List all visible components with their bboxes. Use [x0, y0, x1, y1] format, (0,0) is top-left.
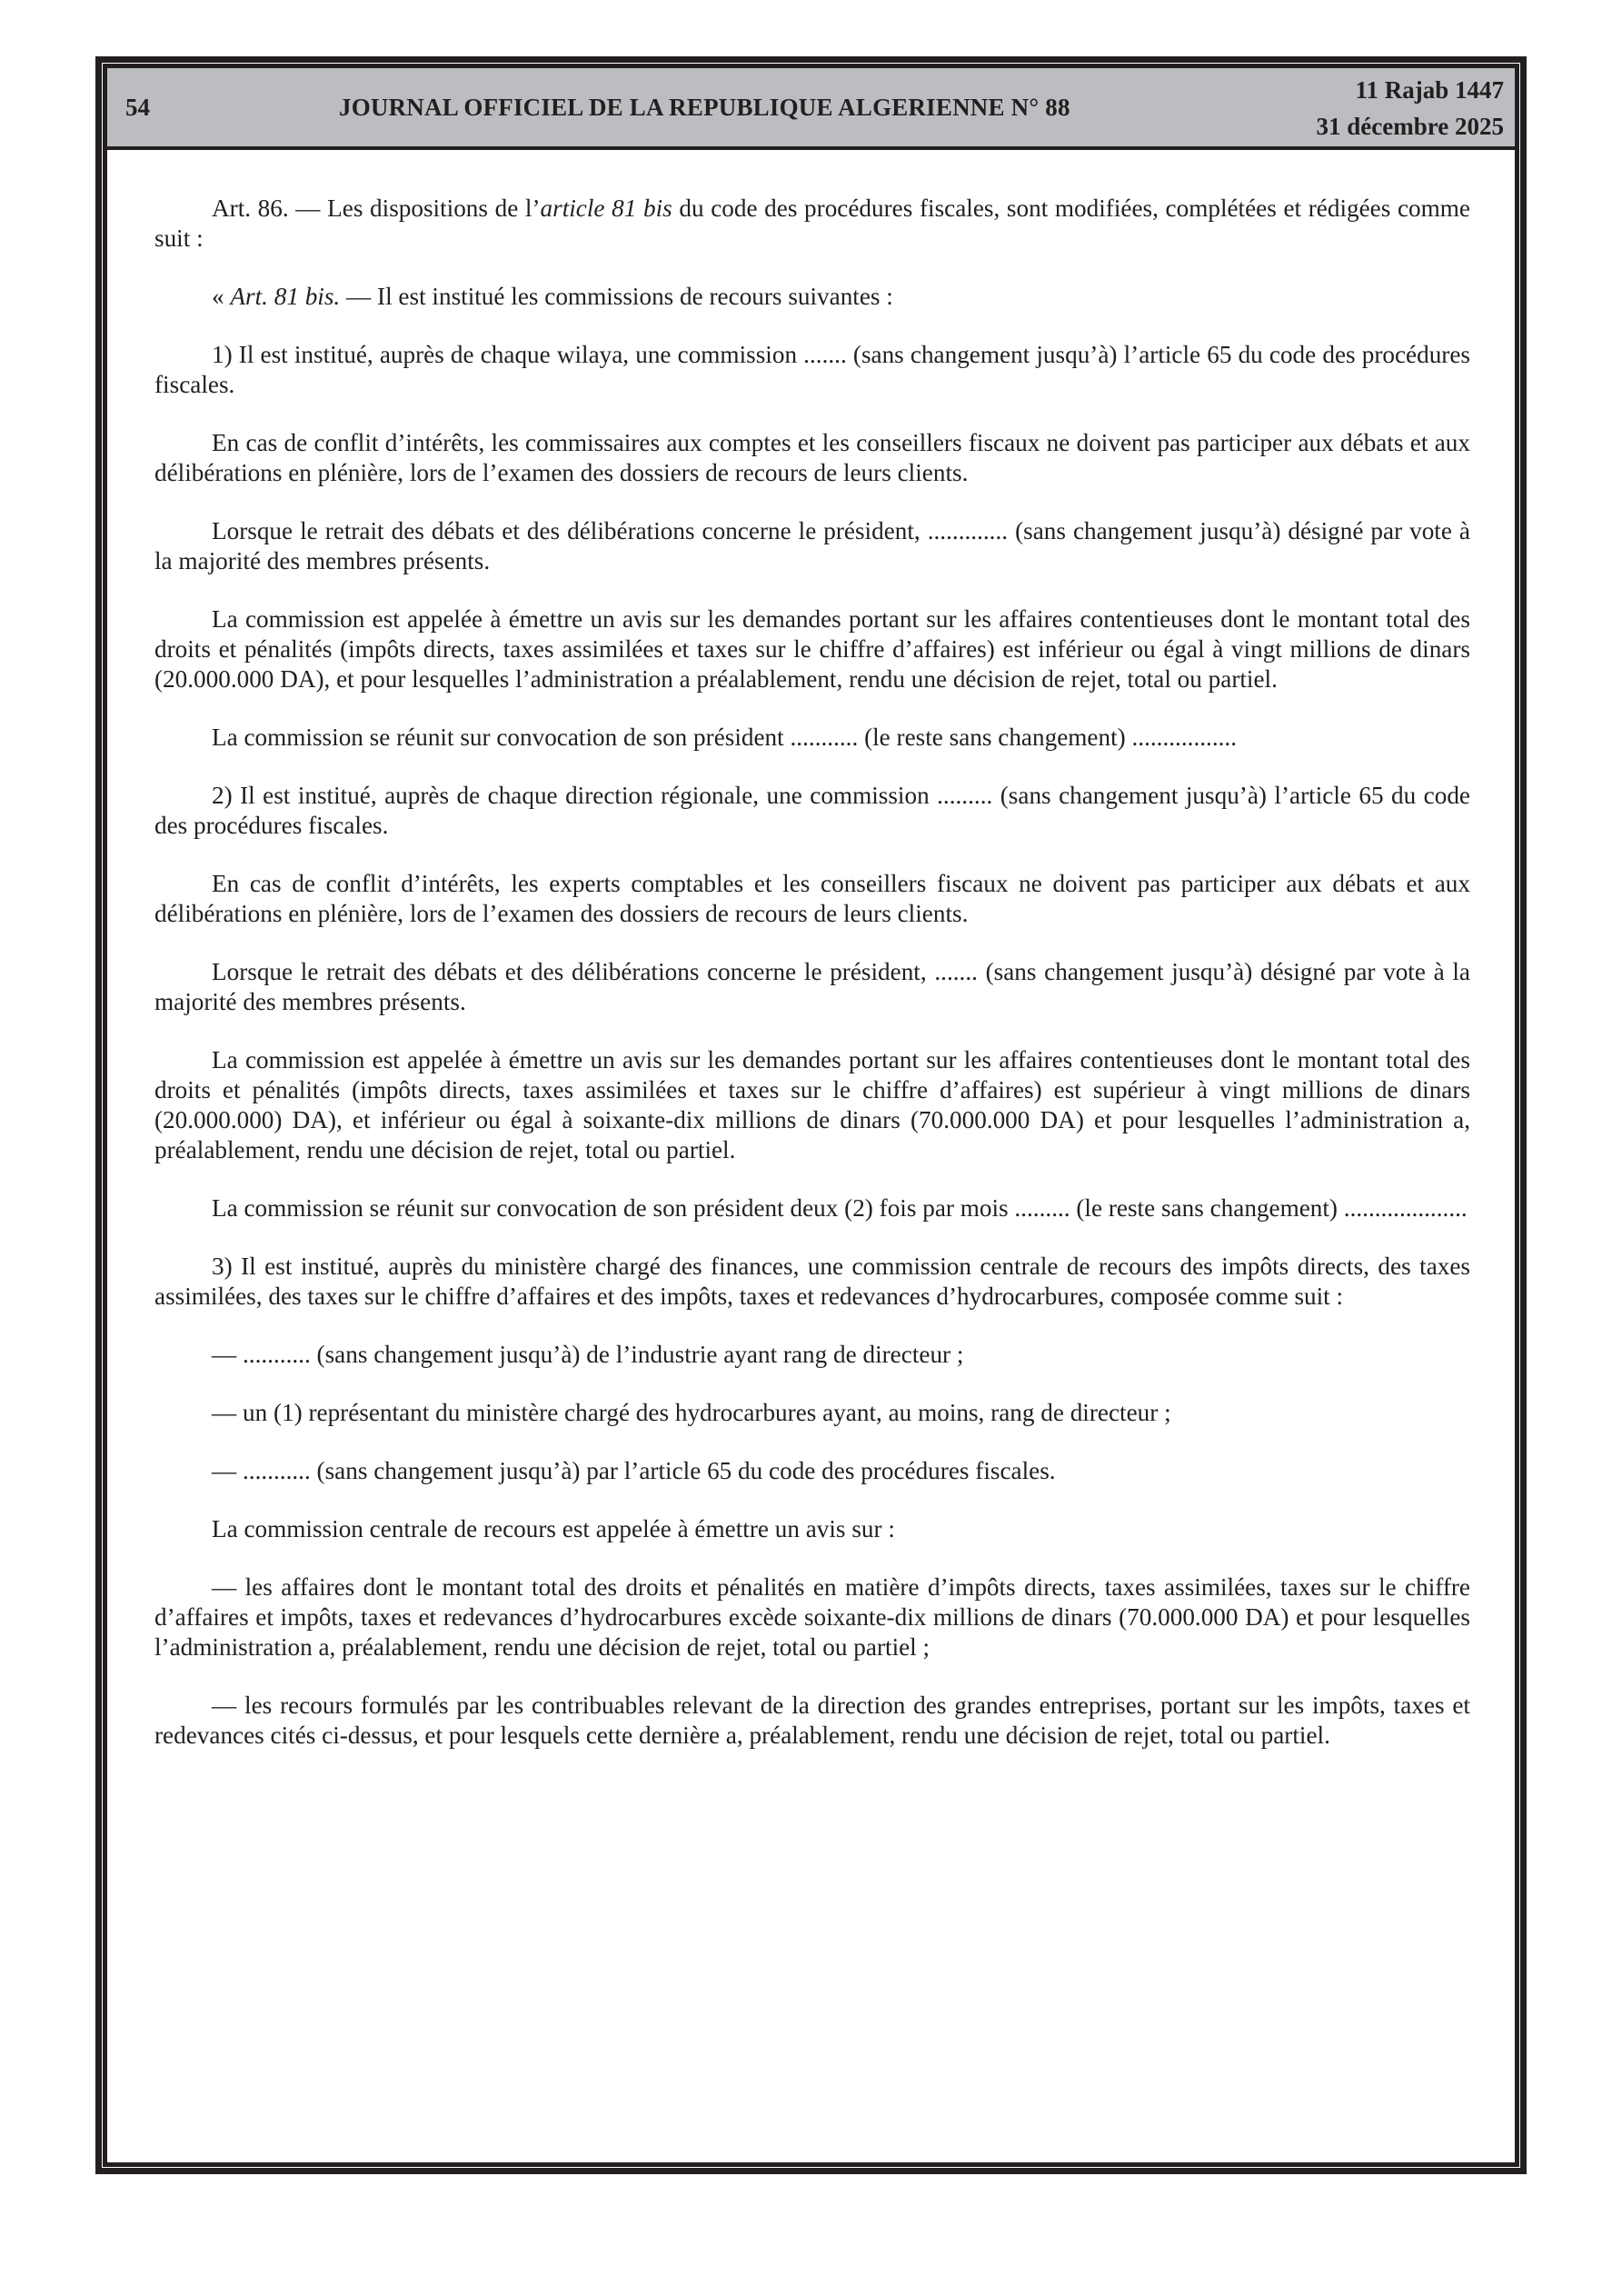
paragraph: En cas de conflit d’intérêts, les commissaires aux comptes et les conseillers fiscaux ne doivent pas participer aux débats et aux délibérations en plénière, lors de l’examen des dossiers de recours de leurs clients. — [154, 429, 1470, 486]
list-item: — les recours formulés par les contribuables relevant de la direction des grandes entreprises, portant sur les impôts, taxes et redevances cités ci-dessus, et pour lesquels cette dernière a, préalablement, rendu une décision de rejet, total ou partiel. — [154, 1692, 1470, 1749]
paragraph: 1) Il est institué, auprès de chaque wilaya, une commission ....... (sans changement jusqu’à) l’article 65 du code des procédures fiscales. — [154, 341, 1470, 398]
article-body — [154, 194, 1470, 1779]
paragraph: Lorsque le retrait des débats et des délibérations concerne le président, ............. (sans changement jusqu’à) désigné par vote à la majorité des membres présents. — [154, 517, 1470, 574]
article-quote-heading — [154, 282, 1470, 312]
paragraph: La commission se réunit sur convocation de son président deux (2) fois par mois ......... (le reste sans changement) .................... — [212, 1194, 1468, 1222]
paragraph: En cas de conflit d’intérêts, les experts comptables et les conseillers fiscaux ne doivent pas participer aux débats et aux délibérations en plénière, lors de l’examen des dossiers de recours de leurs clients. — [154, 870, 1470, 927]
page-header — [107, 68, 1515, 150]
paragraph: Lorsque le retrait des débats et des délibérations concerne le président, ....... (sans changement jusqu’à) désigné par vote à la majorité des membres présents. — [154, 958, 1470, 1015]
list-item: — ........... (sans changement jusqu’à) par l’article 65 du code des procédures fiscales. — [212, 1457, 1056, 1484]
quote-open: « — [212, 283, 231, 310]
paragraph: 3) Il est institué, auprès du ministère chargé des finances, une commission centrale de recours des impôts directs, des taxes assimilées, des taxes sur le chiffre d’affaires et des impôts, taxes et redevances d’hydrocarbures, composée comme suit : — [154, 1253, 1470, 1310]
paragraph: La commission est appelée à émettre un avis sur les demandes portant sur les affaires contentieuses dont le montant total des droits et pénalités (impôts directs, taxes assimilées et taxes sur le chiffre d’affaires) est supérieur à vingt millions de dinars (20.000.000) DA), et inférieur ou égal à soixante-dix millions de dinars (70.000.000 DA) et pour lesquelles l’administration a, préalablement, rendu une décision de rejet, total ou partiel. — [154, 1046, 1470, 1163]
paragraph: La commission centrale de recours est appelée à émettre un avis sur : — [212, 1515, 895, 1542]
date-hijri: 11 Rajab 1447 — [1355, 76, 1504, 104]
intro-text: Art. 86. — Les dispositions de l’ — [212, 195, 541, 222]
intro-italic-ref: article 81 bis — [540, 195, 672, 222]
paragraph: La commission est appelée à émettre un avis sur les demandes portant sur les affaires contentieuses dont le montant total des droits et pénalités (impôts directs, taxes assimilées et taxes sur le chiffre d’affaires) est inférieur ou égal à vingt millions de dinars (20.000.000 DA), et pour lesquelles l’administration a préalablement, rendu une décision de rejet, total ou partiel. — [154, 605, 1470, 693]
page-number: 54 — [125, 94, 150, 121]
journal-title: JOURNAL OFFICIEL DE LA REPUBLIQUE ALGERIENNE N° 88 — [339, 94, 1070, 121]
paragraph: 2) Il est institué, auprès de chaque direction régionale, une commission ......... (sans changement jusqu’à) l’article 65 du code des procédures fiscales. — [154, 782, 1470, 839]
paragraph: La commission se réunit sur convocation de son président ........... (le reste sans changement) ................. — [212, 724, 1238, 751]
list-item: — un (1) représentant du ministère chargé des hydrocarbures ayant, au moins, rang de directeur ; — [212, 1399, 1171, 1426]
date-gregorian: 31 décembre 2025 — [1316, 113, 1504, 140]
quote-article-ref: Art. 81 bis. — [230, 283, 341, 310]
intro-text-end: du code des procédures fiscales, sont modifiées, complétées et rédigées comme suit : — [154, 195, 1470, 252]
header-dates — [1317, 72, 1504, 145]
list-item: — ........... (sans changement jusqu’à) de l’industrie ayant rang de directeur ; — [212, 1341, 964, 1368]
article-intro — [154, 194, 1470, 254]
list-item: — les affaires dont le montant total des droits et pénalités en matière d’impôts directs, taxes assimilées, taxes sur le chiffre d’affaires et impôts, taxes et redevances d’hydrocarbures excède soixante-dix millions de dinars (70.000.000 DA) et pour lesquelles l’administration a, préalablement, rendu une décision de rejet, total ou partiel ; — [154, 1573, 1470, 1661]
quote-heading-text: — Il est institué les commissions de recours suivantes : — [340, 283, 893, 310]
